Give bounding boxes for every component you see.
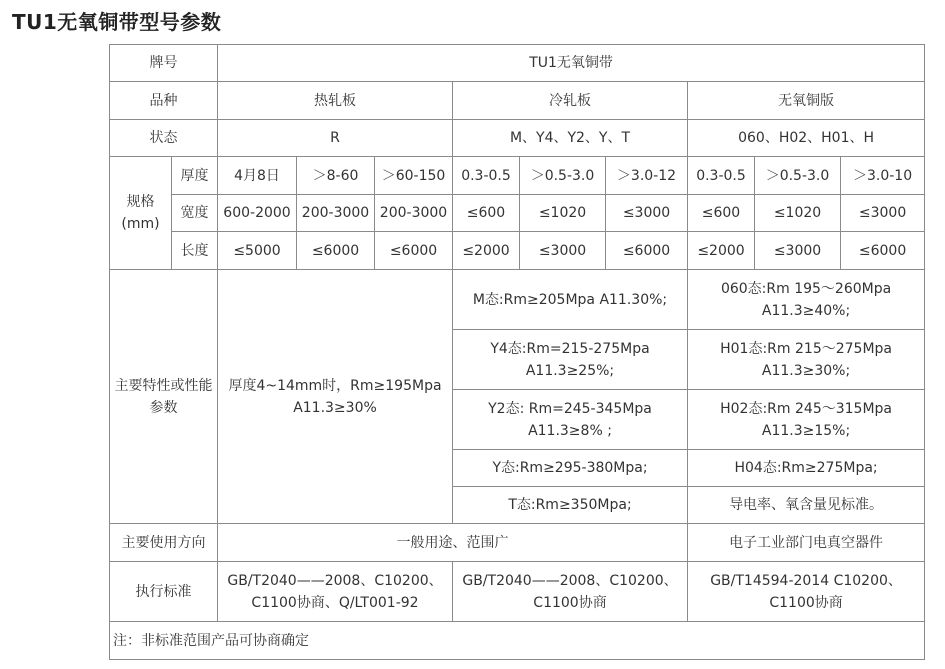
variety-oxy: 无氧铜版 (688, 82, 925, 120)
properties-cold-cell (453, 330, 688, 390)
properties-cold-line1: Y4态:Rm=215-275Mpa (490, 340, 650, 357)
length-cell: ≤6000 (297, 232, 375, 270)
properties-oxy-cell (688, 330, 925, 390)
properties-cold-line1: M态:Rm≥205Mpa A11.30%; (472, 291, 668, 308)
width-label: 宽度 (172, 195, 218, 232)
properties-oxy-cell (688, 450, 925, 487)
table-row-width (110, 195, 925, 232)
properties-hot-line2: A11.3≥30% (293, 399, 377, 416)
width-cell: ≤1020 (520, 195, 606, 232)
length-cell: ≤3000 (755, 232, 841, 270)
properties-oxy-line1: 导电率、氧含量见标准。 (729, 497, 884, 513)
width-cell: ≤3000 (841, 195, 925, 232)
width-cell: 600-2000 (218, 195, 297, 232)
properties-oxy-cell (688, 390, 925, 450)
properties-cold-line1: T态:Rm≥350Mpa; (508, 497, 632, 513)
width-cell: 200-3000 (375, 195, 453, 232)
variety-cold: 冷轧板 (453, 82, 688, 120)
length-cell: ≤6000 (841, 232, 925, 270)
properties-oxy-line1: H04态:Rm≥275Mpa; (734, 460, 878, 476)
properties-hot (218, 270, 453, 524)
length-cell: ≤6000 (375, 232, 453, 270)
state-label: 状态 (110, 120, 218, 157)
properties-cold-cell (453, 390, 688, 450)
brand-label: 牌号 (110, 45, 218, 82)
spec-label (110, 157, 172, 270)
standard-oxy-line2: C1100协商 (769, 594, 843, 611)
properties-label-line1: 主要特性或性能 (114, 377, 213, 394)
table-row-variety (110, 82, 925, 120)
width-cell: ≤600 (688, 195, 755, 232)
properties-oxy-line2: A11.3≥30%; (761, 362, 851, 379)
thickness-cell: ＞0.5-3.0 (755, 157, 841, 195)
state-oxy: 060、H02、H01、H (688, 120, 925, 157)
standard-oxy (688, 562, 925, 622)
thickness-cell: ＞0.5-3.0 (520, 157, 606, 195)
standard-cold-line2: C1100协商 (533, 594, 607, 611)
table-row-state (110, 120, 925, 157)
properties-cold-line1: Y态:Rm≥295-380Mpa; (492, 460, 648, 476)
properties-cold-line1: Y2态: Rm=245-345Mpa (488, 400, 652, 417)
usage-oxy: 电子工业部门电真空器件 (688, 524, 925, 562)
standard-label: 执行标准 (110, 562, 218, 622)
length-cell: ≤2000 (688, 232, 755, 270)
thickness-label: 厚度 (172, 157, 218, 195)
standard-oxy-line1: GB/T14594-2014 C10200、 (710, 572, 902, 589)
thickness-cell: 4月8日 (218, 157, 297, 195)
table-row-note (110, 622, 925, 660)
properties-oxy-cell (688, 270, 925, 330)
length-label: 长度 (172, 232, 218, 270)
thickness-cell: ＞3.0-10 (841, 157, 925, 195)
brand-value: TU1无氧铜带 (218, 45, 925, 82)
variety-label: 品种 (110, 82, 218, 120)
table-row-brand (110, 45, 925, 82)
state-hot: R (218, 120, 453, 157)
properties-label-line2: 参数 (149, 399, 178, 416)
page-title: TU1无氧铜带型号参数 (12, 10, 222, 34)
properties-oxy-line1: 060态:Rm 195～260Mpa (720, 280, 892, 297)
length-cell: ≤3000 (520, 232, 606, 270)
table-row-length (110, 232, 925, 270)
length-cell: ≤2000 (453, 232, 520, 270)
properties-cold-line2: A11.3≥25%; (525, 362, 615, 379)
properties-label (110, 270, 218, 524)
standard-hot-line1: GB/T2040——2008、C10200、 (227, 572, 443, 589)
properties-oxy-line1: H02态:Rm 245～315Mpa (720, 400, 892, 417)
thickness-cell: 0.3-0.5 (688, 157, 755, 195)
properties-cold-cell (453, 270, 688, 330)
table-note: 注：非标准范围产品可协商确定 (110, 622, 925, 660)
state-cold: M、Y4、Y2、Y、T (453, 120, 688, 157)
properties-oxy-line1: H01态:Rm 215～275Mpa (720, 340, 892, 357)
usage-label: 主要使用方向 (110, 524, 218, 562)
standard-hot-line2: C1100协商、Q/LT001-92 (251, 594, 419, 611)
variety-hot: 热轧板 (218, 82, 453, 120)
standard-cold (453, 562, 688, 622)
spec-label-line2: (mm) (121, 216, 160, 232)
properties-oxy-line2: A11.3≥15%; (761, 422, 851, 439)
properties-hot-line1: 厚度4~14mm时，Rm≥195Mpa (228, 377, 442, 394)
thickness-cell: ＞8-60 (297, 157, 375, 195)
usage-general: 一般用途、范围广 (218, 524, 688, 562)
spec-label-line1: 规格 (126, 194, 155, 210)
width-cell: ≤1020 (755, 195, 841, 232)
properties-cold-line2: A11.3≥8% ; (528, 422, 612, 439)
thickness-cell: 0.3-0.5 (453, 157, 520, 195)
width-cell: ≤600 (453, 195, 520, 232)
standard-hot (218, 562, 453, 622)
thickness-cell: ＞3.0-12 (606, 157, 688, 195)
properties-oxy-line2: A11.3≥40%; (761, 302, 851, 319)
width-cell: ≤3000 (606, 195, 688, 232)
table-row-thickness (110, 157, 925, 195)
properties-oxy-cell (688, 487, 925, 524)
table-row-standard (110, 562, 925, 622)
standard-cold-line1: GB/T2040——2008、C10200、 (462, 572, 678, 589)
length-cell: ≤6000 (606, 232, 688, 270)
thickness-cell: ＞60-150 (375, 157, 453, 195)
properties-cold-cell (453, 450, 688, 487)
width-cell: 200-3000 (297, 195, 375, 232)
table-row-usage (110, 524, 925, 562)
length-cell: ≤5000 (218, 232, 297, 270)
spec-table (109, 44, 925, 660)
table-row-property-1 (110, 270, 925, 330)
properties-cold-cell (453, 487, 688, 524)
